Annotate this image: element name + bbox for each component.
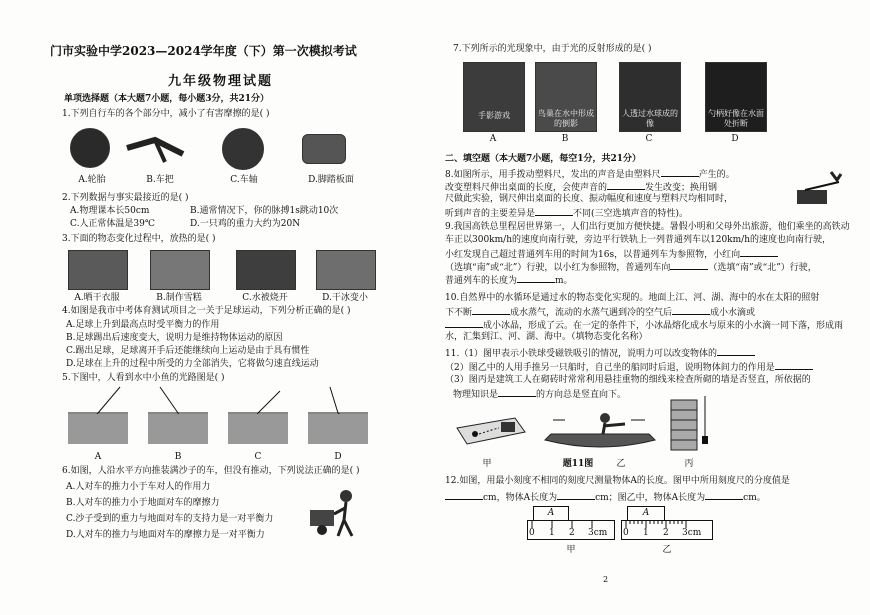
ruler-jia-tick-3: 3cm xyxy=(588,528,608,538)
q3-option-a: A.晒干衣服 xyxy=(74,293,120,303)
q10-line-2: 下不断 成水蒸气，流动的水蒸气遇到冷的空气后 成小水滴或 xyxy=(445,308,756,318)
ruler-yi-object: A xyxy=(627,506,665,521)
q6-option-c: C.沙子受到的重力与地面对车的支持力是一对平衡力 xyxy=(66,514,274,524)
water-ball-image: 人透过水球成的像 xyxy=(619,62,681,132)
q1-option-b: B.车把 xyxy=(146,175,174,185)
q11-part-3: （3）图丙是建筑工人在砌砖时常常利用悬挂重物的细线来检查所砌的墙是否竖直，所依据的 xyxy=(445,375,811,385)
hand-shadow-image: 手影游戏 xyxy=(463,62,525,132)
q4-option-b: B.足球踢出后速度变大，说明力是维持物体运动的原因 xyxy=(66,333,283,343)
q7-option-a: A xyxy=(489,134,497,144)
q7-option-c: C xyxy=(645,134,653,144)
q3-option-d: D.干冰变小 xyxy=(322,293,368,303)
q12-line-1: 12.如图，用最小刻度不相同的刻度尺测量物体A的长度。图甲中所用刻度尺的分度值是 xyxy=(445,476,790,486)
q11-part-2: （2）图乙中的人用手推另一只船时，自己坐的船同时后退，说明物体间力的作用是 xyxy=(445,361,813,374)
q5-option-d: D xyxy=(334,452,342,462)
drying-clothes-image xyxy=(68,250,128,290)
ruler-jia-body xyxy=(527,520,615,540)
q8-line-1: 8.如图所示，用手拨动塑料尺，发出的声音是由塑料尺 产生的。 xyxy=(445,170,735,180)
question-6: 6.如图，人沿水平方向推装满沙子的车，但没有推动，下列说法正确的是( ) xyxy=(62,466,360,476)
tire-image xyxy=(70,128,110,168)
q1-option-c: C.车轴 xyxy=(230,175,258,185)
question-2: 2.下列数据与事实最接近的是( ) xyxy=(62,193,189,203)
question-7: 7.下列所示的光现象中，由于光的反射形成的是( ) xyxy=(453,44,652,54)
spoon-refraction-image: 勺柄好像在水面处折断 xyxy=(705,62,767,132)
page-number: 2 xyxy=(603,575,609,584)
q7-option-d: D xyxy=(731,134,739,144)
exam-header: 门市实验中学2023—2024学年度（下）第一次模拟考试 xyxy=(50,44,357,58)
ruler-yi-tick-2: 2 xyxy=(663,528,669,538)
boats-figure xyxy=(545,410,655,452)
ruler-yi-tick-1: 1 xyxy=(643,528,649,538)
ice-cream-image xyxy=(150,250,210,290)
subject-title: 九年级物理试题 xyxy=(168,74,274,89)
q6-option-b: B.人对车的推力小于地面对车的摩擦力 xyxy=(66,498,220,508)
cart-pushing-image xyxy=(308,488,358,538)
q3-option-b: B.制作雪糕 xyxy=(156,293,202,303)
ruler-on-desk-image xyxy=(797,170,841,204)
q9-line-1: 9.我国高铁总里程居世界第一，人们出行更加方便快捷。暑假小明和父母外出旅游，他们乘坐的高铁动 xyxy=(445,222,850,232)
q9-line-3: 小红发现自己超过普通列车用的时间为16s，以普通列车为参照物，小红向 xyxy=(445,248,778,261)
ruler-yi xyxy=(621,506,713,540)
section-2-heading: 二、填空题（本大题7小题，每空1分，共21分） xyxy=(445,154,642,164)
question-4: 4.如图是我市中考体育测试项目之一关于足球运动，下列分析正确的是( ) xyxy=(62,306,351,316)
bird-nest-image: 鸟巢在水中形成的倒影 xyxy=(535,62,597,132)
q8-line-2: 改变塑料尺伸出桌面的长度，会使声音的 发生改变；换用钢 xyxy=(445,183,718,193)
section-1-heading: 单项选择题（本大题7小题，每小题3分，共21分） xyxy=(64,94,270,104)
q2-option-d: D.一只鸡的重力大约为20N xyxy=(190,219,301,229)
q1-option-a: A.轮胎 xyxy=(78,175,106,185)
q11-part-1: 11.（1）图甲表示小铁球受磁铁吸引的情况，说明力可以改变物体的 xyxy=(445,347,755,360)
q4-option-a: A.足球上升到最高点时受平衡力的作用 xyxy=(66,320,220,330)
ruler-yi-tick-0: 0 xyxy=(623,528,629,538)
q1-option-d: D.脚踏板面 xyxy=(308,175,354,185)
q2-option-c: C.人正常体温是39℃ xyxy=(70,219,155,229)
q5-option-a: A xyxy=(94,452,102,462)
q6-option-d: D.人对车的推力与地面对车的摩擦力是一对平衡力 xyxy=(66,530,265,540)
fig11-label-yi: 乙 xyxy=(616,459,626,469)
ruler-jia-tick-1: 1 xyxy=(549,528,555,538)
ruler-jia xyxy=(527,506,615,540)
pedal-image xyxy=(302,134,346,164)
light-path-diagrams xyxy=(68,385,388,450)
q2-option-b: B.通常情况下，你的脉搏1s跳动10次 xyxy=(190,206,339,216)
q8-line-4: 听到声音的主要差异是 不同(三空选填声音的特性)。 xyxy=(445,209,689,219)
q2-option-a: A.物理课本长50cm xyxy=(70,206,150,216)
question-1: 1.下列自行车的各个部分中，减小了有害摩擦的是( ) xyxy=(62,109,270,119)
ruler-jia-tick-2: 2 xyxy=(569,528,575,538)
ruler-label-yi: 乙 xyxy=(662,545,672,555)
fig11-label-bing: 丙 xyxy=(684,459,694,469)
boiling-water-image xyxy=(236,250,296,290)
question-3: 3.下面的物态变化过程中，放热的是( ) xyxy=(62,234,216,244)
q3-option-c: C.水被烧开 xyxy=(242,293,288,303)
q8-line-3: 尺做此实验，钢尺伸出桌面的长度、振动幅度和速度与塑料尺均相同时， xyxy=(445,194,734,204)
q4-option-c: C.踢出足球，足球离开手后还能继续向上运动是由于具有惯性 xyxy=(66,346,310,356)
ruler-yi-tick-3: 3cm xyxy=(682,528,702,538)
q4-option-d: D.足球在上升的过程中所受的力全部消失，它将做匀速直线运动 xyxy=(66,359,319,369)
q9-line-5: 普通列车的长度为 m。 xyxy=(445,276,573,286)
q5-option-b: B xyxy=(174,452,182,462)
ruler-jia-tick-0: 0 xyxy=(529,528,535,538)
q11-part-3b: 物理知识是 的方向总是竖直向下。 xyxy=(453,390,627,400)
q12-line-2: cm，物体A长度为 cm；图乙中，物体A长度为 cm。 xyxy=(445,491,766,504)
ruler-yi-body xyxy=(621,520,713,540)
axle-image xyxy=(222,128,264,170)
q10-line-1: 10.自然界中的水循环是通过水的物态变化实现的。地面上江、河、湖、海中的水在太阳的照射 xyxy=(445,293,820,303)
dry-ice-image xyxy=(316,250,376,290)
q7-option-b: B xyxy=(561,134,569,144)
handlebar-image xyxy=(125,128,185,168)
question-5: 5.下图中，人看到水中小鱼的光路图是( ) xyxy=(62,373,225,383)
fig11-label-jia: 甲 xyxy=(482,459,492,469)
right-page xyxy=(435,0,870,615)
q6-option-a: A.人对车的推力小于车对人的作用力 xyxy=(66,482,211,492)
q10-line-4: 水，汇集到江、河、湖、海中。（填物态变化名称） xyxy=(445,332,648,342)
ruler-label-jia: 甲 xyxy=(566,545,576,555)
brick-wall-figure xyxy=(671,396,711,452)
q10-line-3: 成小冰晶，形成了云。在一定的条件下，小冰晶熔化成水与原来的小水滴一同下落，形成雨 xyxy=(445,319,843,332)
fig11-caption: 题11图 xyxy=(562,459,594,469)
ruler-jia-object: A xyxy=(533,506,569,521)
q9-line-4: （选填“南”或“北”）行驶，以小红为参照物，普通列车向 （选填“南”或“北”）行驶， xyxy=(445,263,817,273)
magnet-ball-figure xyxy=(457,410,527,452)
q9-line-2: 车正以300km/h的速度向南行驶，旁边平行铁轨上一列普通列车以120km/h的速度也向南行驶， xyxy=(445,235,831,245)
q5-option-c: C xyxy=(254,452,262,462)
